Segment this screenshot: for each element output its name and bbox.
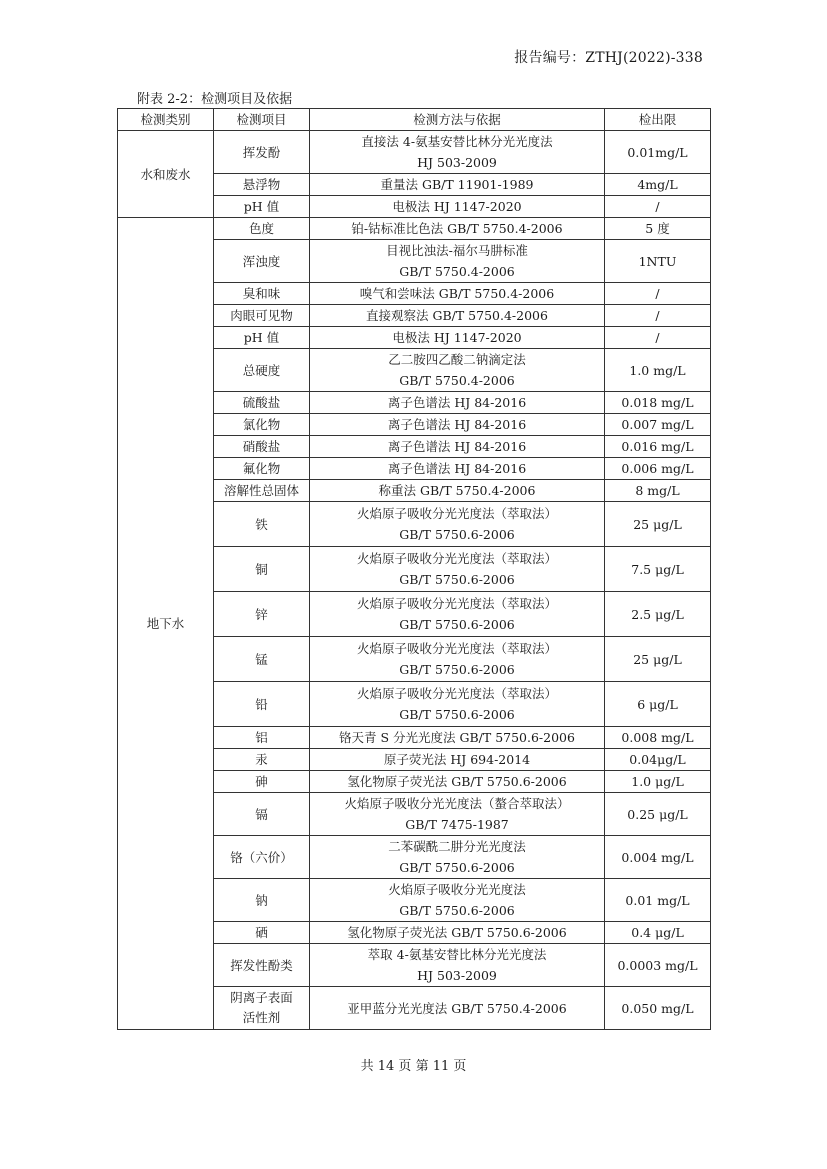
method-line: 氢化物原子荧光法 GB/T 5750.6-2006 <box>347 925 567 940</box>
method-cell <box>310 771 605 793</box>
limit-cell: 0.016 mg/L <box>605 436 711 458</box>
method-line: 称重法 GB/T 5750.4-2006 <box>378 483 536 498</box>
limit-cell: 5 度 <box>605 218 711 240</box>
item-cell: 砷 <box>214 771 310 793</box>
item-cell: 铬（六价） <box>214 836 310 879</box>
item-cell: 挥发酚 <box>214 131 310 174</box>
method-cell <box>310 793 605 836</box>
method-line: GB/T 5750.4-2006 <box>399 264 515 279</box>
method-cell <box>310 283 605 305</box>
item-cell: pH 值 <box>214 196 310 218</box>
method-cell <box>310 218 605 240</box>
item-cell: 悬浮物 <box>214 174 310 196</box>
method-cell <box>310 944 605 987</box>
page-footer: 共 14 页 第 11 页 <box>360 1059 467 1074</box>
item-cell: 硝酸盐 <box>214 436 310 458</box>
header-method: 检测方法与依据 <box>310 109 605 131</box>
limit-cell: 1.0 μg/L <box>605 771 711 793</box>
method-cell <box>310 392 605 414</box>
item-cell: 钠 <box>214 879 310 922</box>
report-number: 报告编号：ZTHJ(2022)-338 <box>514 50 703 66</box>
limit-cell: 1NTU <box>605 240 711 283</box>
item-cell: 铁 <box>214 502 310 547</box>
item-cell: 锰 <box>214 637 310 682</box>
method-line: 离子色谱法 HJ 84-2016 <box>387 395 527 410</box>
category-cell: 地下水 <box>118 218 214 1030</box>
method-cell <box>310 836 605 879</box>
method-line: GB/T 5750.6-2006 <box>399 860 515 875</box>
item-cell: 镉 <box>214 793 310 836</box>
testing-items-table <box>117 108 711 1030</box>
method-cell <box>310 637 605 682</box>
method-cell <box>310 879 605 922</box>
method-cell <box>310 349 605 392</box>
method-line: GB/T 5750.6-2006 <box>399 527 515 542</box>
method-line: 亚甲蓝分光光度法 GB/T 5750.4-2006 <box>347 1000 567 1016</box>
method-cell <box>310 682 605 727</box>
method-line: GB/T 5750.4-2006 <box>399 373 515 388</box>
method-cell <box>310 131 605 174</box>
limit-cell: 6 μg/L <box>605 682 711 727</box>
limit-cell: 25 μg/L <box>605 637 711 682</box>
method-line: 火焰原子吸收分光光度法 <box>388 882 526 897</box>
method-line: 火焰原子吸收分光光度法（螯合萃取法） <box>344 796 570 811</box>
method-line: 嗅气和尝味法 GB/T 5750.4-2006 <box>359 286 555 301</box>
table-header-row <box>118 109 711 131</box>
method-line: 电极法 HJ 1147-2020 <box>392 330 522 345</box>
limit-cell: 2.5 μg/L <box>605 592 711 637</box>
method-line: 火焰原子吸收分光光度法（萃取法） <box>356 641 557 656</box>
method-line: 铬天青 S 分光光度法 GB/T 5750.6-2006 <box>339 730 575 745</box>
item-cell: 总硬度 <box>214 349 310 392</box>
item-cell: 锌 <box>214 592 310 637</box>
limit-cell: 7.5 μg/L <box>605 547 711 592</box>
method-line: HJ 503-2009 <box>417 155 497 170</box>
method-line: GB/T 5750.6-2006 <box>399 707 515 722</box>
item-cell: 铜 <box>214 547 310 592</box>
method-line: 萃取 4-氨基安替比林分光光度法 <box>367 947 547 962</box>
item-cell: 阴离子表面活性剂 <box>214 987 310 1030</box>
method-line: 直接观察法 GB/T 5750.4-2006 <box>366 308 548 323</box>
method-cell <box>310 414 605 436</box>
item-cell: 溶解性总固体 <box>214 480 310 502</box>
method-cell <box>310 327 605 349</box>
method-line: GB/T 5750.6-2006 <box>399 903 515 918</box>
limit-cell: / <box>605 283 711 305</box>
limit-cell: 0.01 mg/L <box>605 879 711 922</box>
method-line: GB/T 5750.6-2006 <box>399 617 515 632</box>
method-cell <box>310 727 605 749</box>
method-line: 直接法 4-氨基安替比林分光光度法 <box>361 134 553 149</box>
method-line: 火焰原子吸收分光光度法（萃取法） <box>356 686 557 701</box>
method-line: GB/T 5750.6-2006 <box>399 572 515 587</box>
limit-cell: 4mg/L <box>605 174 711 196</box>
method-line: 火焰原子吸收分光光度法（萃取法） <box>356 596 557 611</box>
limit-cell: 1.0 mg/L <box>605 349 711 392</box>
item-cell: 肉眼可见物 <box>214 305 310 327</box>
item-cell: 铝 <box>214 727 310 749</box>
limit-cell: 0.04μg/L <box>605 749 711 771</box>
method-cell <box>310 196 605 218</box>
method-cell <box>310 922 605 944</box>
method-cell <box>310 174 605 196</box>
limit-cell: 0.050 mg/L <box>605 987 711 1030</box>
method-line: 电极法 HJ 1147-2020 <box>392 199 522 214</box>
method-line: GB/T 5750.6-2006 <box>399 662 515 677</box>
item-cell: 氯化物 <box>214 414 310 436</box>
item-cell: 氟化物 <box>214 458 310 480</box>
method-cell <box>310 458 605 480</box>
item-cell: 硒 <box>214 922 310 944</box>
limit-cell: 25 μg/L <box>605 502 711 547</box>
method-cell <box>310 987 605 1030</box>
limit-cell: 0.008 mg/L <box>605 727 711 749</box>
item-cell: 色度 <box>214 218 310 240</box>
table-row <box>118 131 711 174</box>
method-line: 氢化物原子荧光法 GB/T 5750.6-2006 <box>347 774 567 789</box>
item-cell: 挥发性酚类 <box>214 944 310 987</box>
header-category: 检测类别 <box>118 109 214 131</box>
method-line: 重量法 GB/T 11901-1989 <box>380 177 534 192</box>
method-cell <box>310 592 605 637</box>
limit-cell: 0.4 μg/L <box>605 922 711 944</box>
limit-cell: 0.006 mg/L <box>605 458 711 480</box>
method-line: 离子色谱法 HJ 84-2016 <box>387 439 527 454</box>
method-line: 离子色谱法 HJ 84-2016 <box>387 417 527 432</box>
item-cell: 浑浊度 <box>214 240 310 283</box>
table-body <box>118 131 711 1030</box>
limit-cell: 0.01mg/L <box>605 131 711 174</box>
item-cell: 臭和味 <box>214 283 310 305</box>
item-cell: pH 值 <box>214 327 310 349</box>
method-line: HJ 503-2009 <box>417 968 497 983</box>
table-caption: 附表 2-2：检测项目及依据 <box>137 92 293 107</box>
limit-cell: / <box>605 305 711 327</box>
limit-cell: 8 mg/L <box>605 480 711 502</box>
header-limit: 检出限 <box>605 109 711 131</box>
category-cell: 水和废水 <box>118 131 214 218</box>
method-line: 火焰原子吸收分光光度法（萃取法） <box>356 506 557 521</box>
method-line: GB/T 7475-1987 <box>405 817 509 832</box>
item-cell: 汞 <box>214 749 310 771</box>
item-cell: 硫酸盐 <box>214 392 310 414</box>
limit-cell: 0.0003 mg/L <box>605 944 711 987</box>
limit-cell: 0.018 mg/L <box>605 392 711 414</box>
method-cell <box>310 240 605 283</box>
limit-cell: 0.004 mg/L <box>605 836 711 879</box>
method-line: 离子色谱法 HJ 84-2016 <box>387 461 527 476</box>
limit-cell: 0.25 μg/L <box>605 793 711 836</box>
limit-cell: / <box>605 327 711 349</box>
limit-cell: 0.007 mg/L <box>605 414 711 436</box>
limit-cell: / <box>605 196 711 218</box>
method-line: 二苯碳酰二肼分光光度法 <box>388 839 526 854</box>
method-line: 目视比浊法-福尔马肼标准 <box>386 243 528 258</box>
method-line: 铂-钴标准比色法 GB/T 5750.4-2006 <box>351 221 563 236</box>
method-line: 乙二胺四乙酸二钠滴定法 <box>388 352 526 367</box>
table-row <box>118 218 711 240</box>
method-cell <box>310 436 605 458</box>
item-cell: 铅 <box>214 682 310 727</box>
method-line: 火焰原子吸收分光光度法（萃取法） <box>356 551 557 566</box>
method-cell <box>310 749 605 771</box>
method-cell <box>310 305 605 327</box>
method-cell <box>310 480 605 502</box>
header-item: 检测项目 <box>214 109 310 131</box>
method-line: 原子荧光法 HJ 694-2014 <box>383 752 531 767</box>
method-cell <box>310 547 605 592</box>
method-cell <box>310 502 605 547</box>
